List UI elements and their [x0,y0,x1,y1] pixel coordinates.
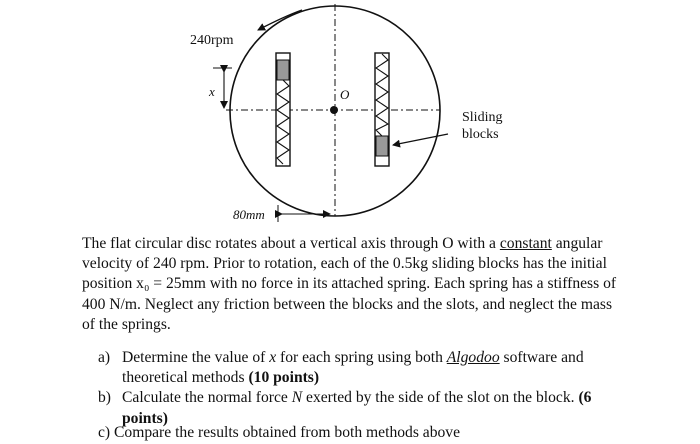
question-text: software and theoretical methods [122,349,584,387]
question-text: exerted by the side of the slot on the block. [302,389,579,407]
question-a-label: a) [98,349,111,367]
question-list [98,348,622,429]
question-text: Determine the value of [122,349,270,367]
problem-statement [82,234,622,335]
blocks-leader-arrow [393,134,448,145]
variable-x: x [269,349,277,367]
constant-underlined: constant [499,235,552,252]
question-text: for each spring using both [276,349,447,367]
software-name: Algodoo [446,349,500,367]
right-sliding-block [376,136,388,156]
blocks-label-line1: Sliding [462,110,503,125]
question-a [98,348,622,388]
left-sliding-block [277,60,289,80]
cut-off-line [98,424,618,444]
blocks-label-line2: blocks [462,127,499,142]
rotation-arrow [258,10,302,30]
problem-text-part: The flat circular disc rotates about a vertical axis through O with a [82,235,500,252]
variable-n: N [291,389,303,407]
x-label: x [209,84,215,99]
problem-text [82,234,622,429]
question-b-label: b) [98,389,111,407]
points-b: (6 points) [122,389,592,427]
points-a: (10 points) [248,369,320,387]
radius-label: 80mm [233,207,265,222]
speed-label: 240rpm [190,33,234,48]
disc-figure [0,0,503,232]
center-label: O [340,87,350,102]
question-text: Calculate the normal force [122,389,292,407]
center-point [330,106,338,114]
cut-off-text: c) Compare the results obtained from both methods above [98,424,461,441]
problem-text-part: angular velocity of 240 rpm. Prior to rotation, each of the 0.5kg sliding blocks has the initial position x₀ = 25mm with no force in its attached spring. Each spring has a stiffness of 400 N/m. Neglect any friction between the blocks and the slots, and neglect the mass of the springs. [82,235,617,333]
